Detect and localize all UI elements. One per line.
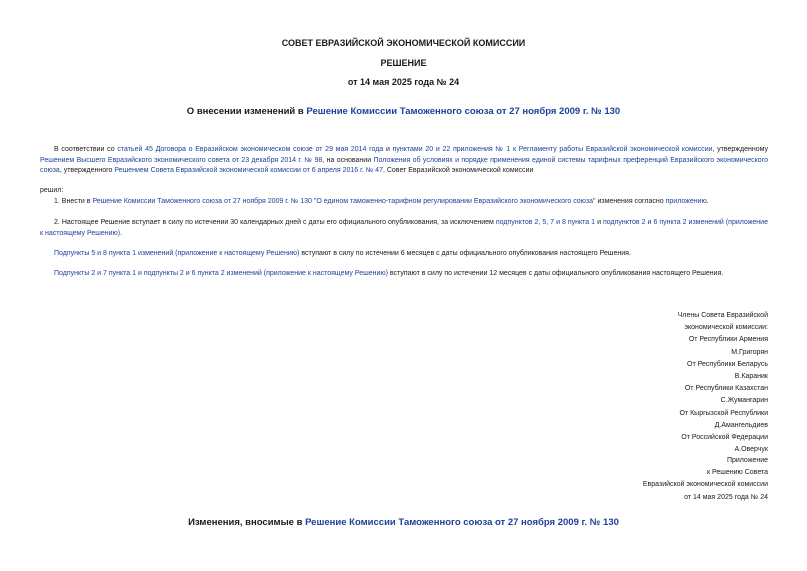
decided-label: решил:: [40, 187, 64, 194]
signature-line: От Республики Беларусь: [687, 360, 768, 368]
signature-line: А.Оверчук: [734, 446, 768, 454]
appendix-title: [0, 517, 807, 528]
preamble-text-6: , Совет Евразийской экономической комиссии: [382, 167, 534, 174]
signature-line: экономической комиссии:: [684, 324, 768, 332]
appendix-line: к Решению Совета: [706, 469, 768, 477]
item2-link-subpoints-p2[interactable]: подпунктов 2 и 6 пункта 2 изменений (приложение к настоящему Решению): [40, 219, 768, 237]
preamble: [40, 145, 768, 177]
preamble-link-decision98[interactable]: Решением Высшего Евразийского экономического совета от 23 декабря 2014 г. № 98: [40, 156, 323, 164]
preamble-link-provisions[interactable]: Положения об условиях и порядке применения единой системы тарифных преференций Евразийского экономического союза: [40, 156, 768, 174]
signature-line: М.Григорян: [731, 348, 768, 356]
org-title: СОВЕТ ЕВРАЗИЙСКОЙ ЭКОНОМИЧЕСКОЙ КОМИССИИ: [281, 38, 526, 48]
signature-line: В.Караник: [734, 373, 768, 381]
item-1: [40, 197, 768, 208]
preamble-text-5: , утвержденного: [59, 167, 115, 174]
preamble-link-article45[interactable]: статьей 45 Договора о Евразийском экономическом союзе от 29 мая 2014 года: [117, 146, 384, 153]
item1-text-1: 1. Внести в: [54, 198, 93, 205]
para3-link-subpoints[interactable]: Подпункты 5 и 8 пункта 1 изменений (приложение к настоящему Решению): [54, 250, 300, 257]
preamble-text-2: и: [383, 146, 393, 153]
signature-line: Члены Совета Евразийской: [677, 312, 768, 319]
preamble-link-decision47[interactable]: Решением Совета Евразийской экономической комиссии от 6 апреля 2016 г. № 47: [114, 167, 383, 174]
item1-text-3: .: [706, 198, 709, 205]
signature-line: С.Жумангарин: [720, 397, 768, 405]
paragraph-12-months: [40, 269, 768, 280]
item1-text-2: изменения согласно: [595, 198, 666, 205]
appendix-line: Евразийской экономической комиссии: [642, 481, 768, 489]
preamble-text-1: В соответствии со: [54, 146, 118, 153]
appendix-block: [508, 455, 768, 504]
preamble-link-regulations[interactable]: пунктами 20 и 22 приложения № 1 к Регламенту работы Евразийской экономической комиссии: [392, 146, 713, 153]
title-prefix: О внесении изменений в: [186, 106, 307, 117]
appendix-title-prefix: Изменения, вносимые в: [188, 517, 306, 528]
item-2: [40, 218, 768, 239]
item2-text-3: .: [120, 229, 123, 237]
preamble-text-3: , утвержденному: [712, 146, 768, 153]
para3-text: вступают в силу по истечении 6 месяцев с даты официального опубликования настоящего Решения.: [299, 250, 631, 257]
appendix-title-link[interactable]: Решение Комиссии Таможенного союза от 27 ноября 2009 г. № 130: [305, 517, 619, 528]
document-title: [0, 106, 807, 117]
item2-link-subpoints-p1[interactable]: подпунктов 2, 5, 7 и 8 пункта 1: [495, 219, 596, 226]
item2-text-1: 2. Настоящее Решение вступает в силу по истечении 30 календарных дней с даты его официального опубликования, за исключением: [54, 219, 496, 226]
title-link[interactable]: Решение Комиссии Таможенного союза от 27 ноября 2009 г. № 130: [306, 106, 621, 117]
doc-date-number: от 14 мая 2025 года № 24: [347, 77, 460, 87]
appendix-line: Приложение: [726, 457, 768, 464]
doc-type: РЕШЕНИЕ: [380, 58, 427, 68]
para4-text: вступают в силу по истечении 12 месяцев с даты официального опубликования настоящего Решения.: [387, 270, 724, 277]
appendix-line: от 14 мая 2025 года № 24: [684, 493, 768, 501]
item1-link-decision130[interactable]: Решение Комиссии Таможенного союза от 27 ноября 2009 г. № 130 "О едином таможенно-тарифном регулировании Евразийского экономического союза": [92, 198, 596, 205]
item2-text-2: и: [595, 219, 603, 226]
para4-link-subpoints[interactable]: Подпункты 2 и 7 пункта 1 и подпункты 2 и 6 пункта 2 изменений (приложение к настоящему Решению): [54, 270, 388, 277]
signature-line: От Республики Казахстан: [684, 385, 768, 393]
signature-line: Д.Амангельдиев: [714, 421, 768, 429]
signature-line: От Кыргызской Республики: [679, 409, 768, 417]
signature-line: От Республики Армения: [688, 336, 768, 344]
preamble-text-4: , на основании: [322, 156, 374, 164]
paragraph-6-months: [40, 249, 768, 260]
item1-link-appendix[interactable]: приложению: [665, 198, 707, 205]
signature-line: От Российской Федерации: [681, 434, 768, 442]
signatures-block: [508, 310, 768, 456]
